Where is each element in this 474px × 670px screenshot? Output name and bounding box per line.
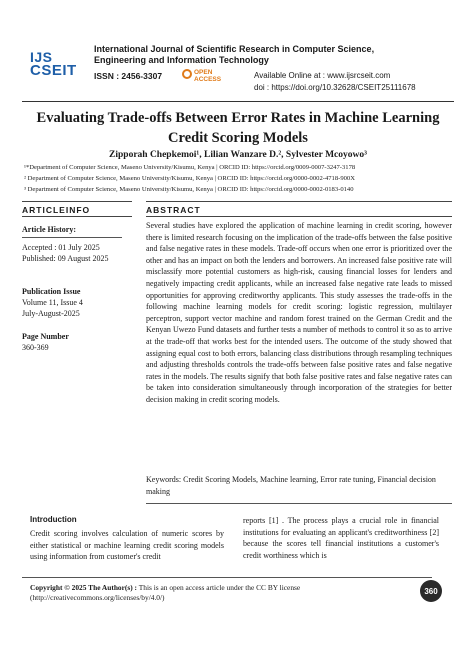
affiliations bbox=[24, 162, 454, 195]
abstract-top-rule bbox=[146, 201, 452, 202]
published-date: Published: 09 August 2025 bbox=[22, 254, 109, 263]
logo-text-bottom: CSEIT bbox=[30, 62, 77, 79]
open-access-label: OPEN ACCESS bbox=[194, 69, 222, 83]
journal-header bbox=[22, 38, 454, 100]
paper-title: Evaluating Trade-offs Between Error Rates in Machine Learning Credit Scoring Models bbox=[36, 110, 440, 146]
volume-issue: Volume 11, Issue 4 bbox=[22, 298, 83, 307]
page-number-label: Page Number bbox=[22, 332, 69, 341]
journal-logo bbox=[30, 50, 92, 90]
available-online-link[interactable]: Available Online at : www.ijsrcseit.com bbox=[254, 71, 391, 80]
abstract-bottom-rule bbox=[146, 216, 452, 217]
abstract-text: Several studies have explored the application of machine learning in credit scoring, however there is limited research focusing on the implication of the trade-offs between the false positive and false negative rates in these models. Trade-off occurs when one error is prioritized over the other and has an impact on both the lenders and borrowers. An increased false positive rate will misclassify more potential customers as high-risk, causing financial losses for lenders and negatively impacting credit applicants, while an increased false negative rate leads to missed opportunities for approving creditworthy applicants. This study assesses the trade-offs in the following machine learning models for credit scoring: logistic regression, multilayer perceptron, support vector machine and random forest trained on the German Credit and the Kenyan Uwezo Fund datasets and further tests a number of methods to control it so as to arrive at the trade-off that works best for the intended users. The outcome of the study showed that assigning equal cost to both errors, balancing class distributions through resampling techniques and adjusting thresholds controls the trade-offs between false positive rates and false negative rates in the models. The results signify that both false positive rates and false negative rates can be taken into consideration simultaneously through incorporation of the strategies for better decision making in credit scoring models. bbox=[146, 221, 452, 404]
copyright-label: Copyright © 2025 The Author(s) : bbox=[30, 583, 138, 592]
header-divider bbox=[22, 101, 454, 102]
abstract-heading: ABSTRACT bbox=[146, 205, 201, 215]
introduction-heading: Introduction bbox=[30, 515, 77, 524]
accepted-date: Accepted : 01 July 2025 bbox=[22, 243, 100, 252]
issue-months: July-August-2025 bbox=[22, 309, 80, 318]
article-history-label: Article History: bbox=[22, 225, 76, 234]
copyright-footer bbox=[30, 583, 410, 603]
doi-link[interactable]: doi : https://doi.org/10.32628/CSEIT25111678 bbox=[254, 83, 416, 92]
open-access-icon bbox=[180, 67, 224, 81]
article-info-heading: ARTICLEINFO bbox=[22, 205, 91, 215]
article-info-panel bbox=[22, 220, 132, 353]
page-range: 360-369 bbox=[22, 343, 49, 352]
article-info-top-rule bbox=[22, 201, 132, 202]
page-number-badge: 360 bbox=[420, 580, 442, 602]
copyright-license: This is an open access article under the CC BY license (http://creativecommons.org/licenses/by/4.0/) bbox=[30, 583, 301, 602]
article-info-bottom-rule bbox=[22, 216, 132, 217]
footer-divider bbox=[22, 577, 432, 578]
paper-authors: Zipporah Chepkemoi¹, Lilian Wanzare D.², Sylvester Mcoyowo³ bbox=[109, 150, 367, 160]
keywords: Keywords: Credit Scoring Models, Machine learning, Error rate tuning, Financial decision making bbox=[146, 475, 436, 496]
affiliation-3: ³ Department of Computer Science, Maseno University/Kisumu, Kenya | ORCID ID: https://orcid.org/0000-0002-0183-0140 bbox=[24, 186, 354, 193]
body-column-left: Credit scoring involves calculation of numeric scores by either statistical or machine learning credit scoring models using information from customer's credit bbox=[30, 529, 224, 561]
affiliation-1: ¹*Department of Computer Science, Maseno University/Kisumu, Kenya | ORCID ID: https://orcid.org/0009-0007-3247-3178 bbox=[24, 164, 356, 171]
publication-issue-label: Publication Issue bbox=[22, 287, 81, 296]
info-divider bbox=[22, 237, 122, 238]
logo-text-top: IJS bbox=[30, 49, 53, 65]
body-column-right: reports [1] . The process plays a crucial role in financial institutions for evaluating an applicant's creditworthiness [2] because the scores tell financial institutions a customer's credit worthiness which is bbox=[243, 516, 439, 560]
issn: ISSN : 2456-3307 bbox=[94, 71, 163, 81]
journal-name: International Journal of Scientific Research in Computer Science, Engineering and Information Technology bbox=[94, 44, 375, 65]
affiliation-2: ² Department of Computer Science, Maseno University/Kisumu, Kenya | ORCID ID: https://orcid.org/0000-0002-4718-900X bbox=[24, 175, 355, 182]
abstract-end-rule bbox=[146, 503, 452, 504]
